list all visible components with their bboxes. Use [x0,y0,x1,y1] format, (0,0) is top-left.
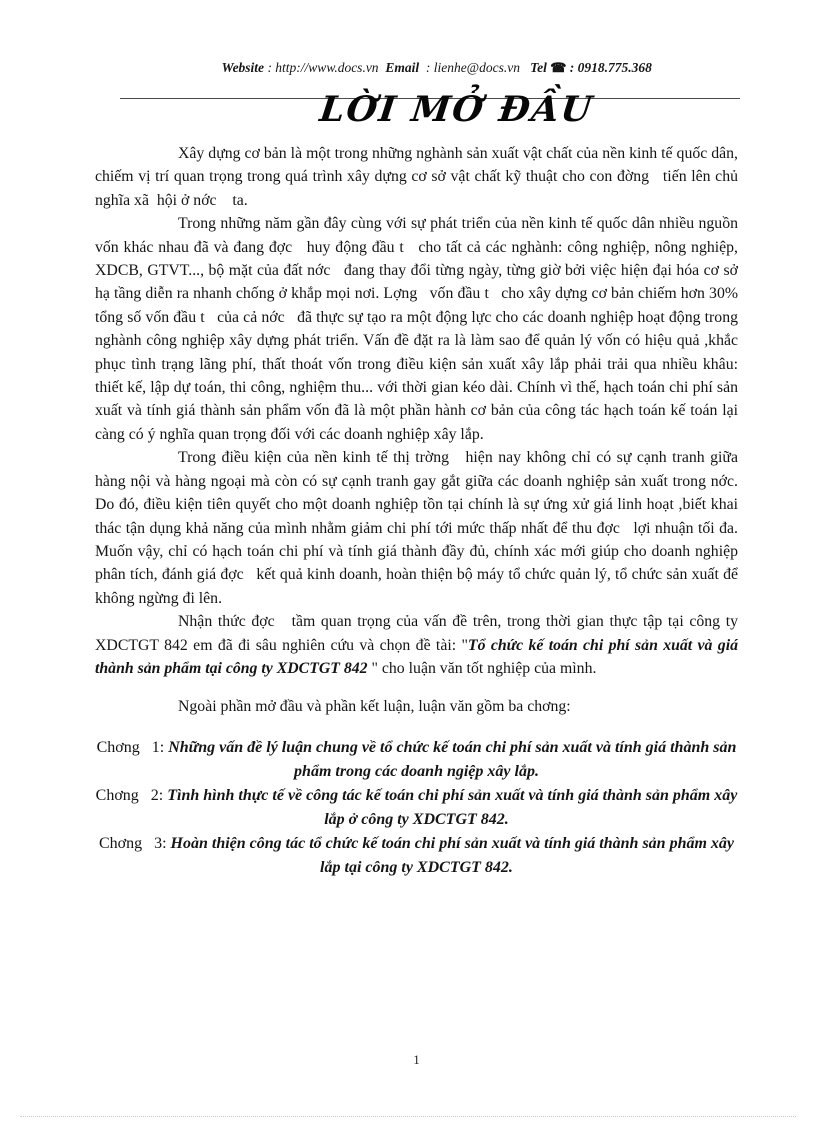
chapter-2-prefix: Chơng 2: [95,786,168,804]
chapter-3-title: Hoàn thiện công tác tổ chức kế toán chi phí sản xuất và tính giá thành sản phẩm xây lắp tại công ty XDCTGT 842. [170,834,739,876]
website-value: : http://www.docs.vn [264,60,386,75]
paragraph-3: Trong điều kiện của nền kinh tế thị trờng hiện nay không chỉ có sự cạnh tranh giữa hàng nội và hàng ngoại mà còn có sự cạnh tranh gay gắt giữa các doanh nghiệp sản xuất trong nớc. Do đó, điều kiện tiên quyết cho một doanh nghiệp tồn tại chính là sự ứng xử giá linh hoạt ,biết khai thác tận dụng khả năng của mình nhằm giảm chi phí tới mức thấp nhất để thu đợc lợi nhuận tối đa. Muốn vậy, chỉ có hạch toán chi phí và tính giá thành đầy đủ, chính xác mới giúp cho doanh nghiệp phân tích, đánh giá đợc kết quả kinh doanh, hoàn thiện bộ máy tổ chức quản lý, tổ chức sản xuất để không ngừng đi lên. [95,449,750,607]
phone-icon: ☎ [550,60,567,75]
thesis-after: " cho luận văn tốt nghiệp của mình. [371,659,597,677]
chapter-2 [95,784,742,832]
thesis-before: Nhận thức đợc tầm quan trọng của vấn đề trên, trong thời gian thực tập tại công ty XDCTGT 842 em đã đi sâu nghiên cứu và chọn đề tài: " [95,613,742,654]
paragraph-1: Xây dựng cơ bản là một trong những nghành sản xuất vật chất của nền kinh tế quốc dân, chiếm vị trí quan trọng trong quá trình xây dựng cơ sở vật chất kỹ thuật cho con đờng tiến lên chủ nghĩa xã hội ở nớc ta. [95,145,742,209]
document-title [95,84,778,136]
chapter-3 [95,832,738,880]
chapter-1 [95,736,741,784]
document-title-text: LỜI MỞ ĐẦU [317,89,596,130]
chapter-list [95,736,742,880]
chapter-1-prefix: Chơng 1: [96,738,169,756]
email-label: Email [385,60,420,75]
paragraph-2: Trong những năm gần đây cùng với sự phát triển của nền kinh tế quốc dân nhiều nguồn vốn khác nhau đã và đang đợc huy động đầu t cho tất cả các nghành: công nghiệp, nông nghiệp, XDCB, GTVT..., bộ mặt của đất nớc đang thay đổi từng ngày, từng giờ bởi việc hiện đại hóa cơ sở hạ tầng diễn ra nhanh chống ở khắp mọi nơi. Lợng vốn đầu t cho xây dựng cơ bản chiếm hơn 30% tổng số vốn đầu t của cả nớc đã thực sự tạo ra một động lực cho các doanh nghiệp hoạt động trong nghành công nghiệp xây dựng phát triển. Vấn đề đặt ra là làm sao để quản lý vốn có hiệu quả ,khắc phục tình trạng lãng phí, thất thoát vốn trong điều kiện sản xuất xây lắp phải trải qua nhiều khâu: thiết kế, lập dự toán, thi công, nghiệm thu... với thời gian kéo dài. Chính vì thế, hạch toán chi phí sản xuất và tính giá thành sản phẩm vốn đã là một phần hành cơ bản của công tác hạch toán kế toán lại càng có ý nghĩa quan trọng đối với các doanh nghiệp xây lắp. [95,215,742,443]
document-body [95,142,750,880]
chapter-2-title: Tình hình thực tế về công tác kế toán chi phí sản xuất và tính giá thành sản phẩm xây lắp ở công ty XDCTGT 842. [167,786,742,828]
tel-value: : 0918.775.368 [566,60,652,75]
website-label: Website [221,60,265,75]
page-bottom-divider [20,1116,796,1117]
outline-line: Ngoài phần mở đầu và phần kết luận, luận văn gồm ba chơng: [178,698,571,716]
paragraph-thesis [95,610,742,680]
thesis-title: Tổ chức kế toán chi phí sản xuất và giá thành sản phẩm tại công ty XDCTGT 842 [95,636,742,677]
page-number: 1 [413,1052,420,1067]
email-value: : lienhe@docs.vn [419,60,531,75]
chapter-1-title: Những vấn đề lý luận chung về tổ chức kế toán chi phí sản xuất và tính giá thành sản phẩm trong các doanh ngiệp xây lắp. [168,738,741,780]
tel-label: Tel [530,60,551,75]
chapter-3-prefix: Chơng 3: [98,834,171,852]
